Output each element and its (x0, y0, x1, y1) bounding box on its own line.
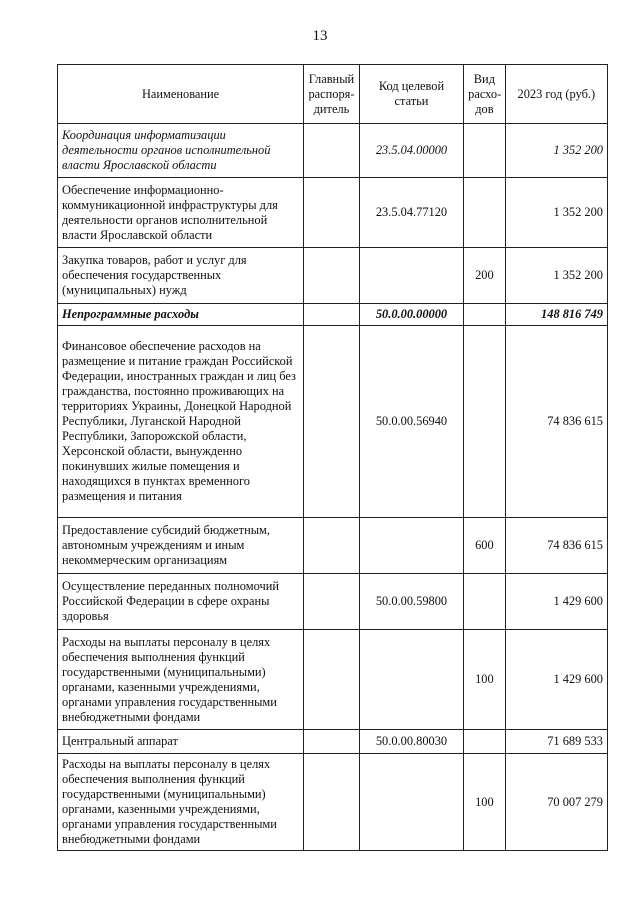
row-name: Центральный аппарат (58, 730, 304, 754)
row-admin (304, 178, 360, 248)
header-kind: Вид расхо-дов (464, 65, 506, 124)
table-row (58, 630, 608, 730)
row-name: Обеспечение информационно-коммуникационной инфраструктуры для деятельности органов исполнительной власти Ярославской области (58, 178, 304, 248)
row-admin (304, 630, 360, 730)
table-row (58, 730, 608, 754)
row-amount: 1 429 600 (505, 574, 607, 630)
row-admin (304, 124, 360, 178)
row-amount: 70 007 279 (505, 754, 607, 851)
row-amount: 1 352 200 (505, 248, 607, 304)
row-admin (304, 304, 360, 326)
row-kind (464, 326, 506, 518)
row-kind: 100 (464, 630, 506, 730)
row-admin (304, 574, 360, 630)
table-row (58, 178, 608, 248)
row-kind: 100 (464, 754, 506, 851)
row-code: 23.5.04.77120 (359, 178, 463, 248)
row-code (359, 630, 463, 730)
row-kind (464, 304, 506, 326)
table-row (58, 124, 608, 178)
row-kind: 200 (464, 248, 506, 304)
row-code: 50.0.00.00000 (359, 304, 463, 326)
row-kind (464, 178, 506, 248)
row-amount: 74 836 615 (505, 326, 607, 518)
row-code: 50.0.00.56940 (359, 326, 463, 518)
header-code: Код целевой статьи (359, 65, 463, 124)
page-number: 13 (312, 28, 328, 44)
row-kind (464, 574, 506, 630)
row-amount: 71 689 533 (505, 730, 607, 754)
row-name: Непрограммные расходы (58, 304, 304, 326)
row-amount: 1 352 200 (505, 178, 607, 248)
row-amount: 74 836 615 (505, 518, 607, 574)
table-row (58, 304, 608, 326)
row-name: Координация информатизации деятельности органов исполнительной власти Ярославской области (58, 124, 304, 178)
row-code (359, 754, 463, 851)
budget-table (57, 64, 608, 851)
table-header-row (58, 65, 608, 124)
row-name: Закупка товаров, работ и услуг для обеспечения государственных (муниципальных) нужд (58, 248, 304, 304)
table-row (58, 754, 608, 851)
row-admin (304, 248, 360, 304)
row-kind (464, 730, 506, 754)
row-name: Расходы на выплаты персоналу в целях обеспечения выполнения функций государственными (муниципальными) органами, казенными учреждениями, органами управления государственными внебюджетными фондами (58, 754, 304, 851)
row-admin (304, 518, 360, 574)
row-admin (304, 326, 360, 518)
row-kind: 600 (464, 518, 506, 574)
row-code (359, 518, 463, 574)
header-admin: Главный распоря-дитель (304, 65, 360, 124)
row-name: Финансовое обеспечение расходов на размещение и питание граждан Российской Федерации, иностранных граждан и лиц без гражданства, постоянно проживающих на территориях Украины, Донецкой Народной Республики, Луганской Народной Республики, Запорожской области, Херсонской области, вынужденно покинувших жилые помещения и находящихся в пунктах временного размещения и питания (58, 326, 304, 518)
row-name: Осуществление переданных полномочий Российской Федерации в сфере охраны здоровья (58, 574, 304, 630)
row-amount: 1 429 600 (505, 630, 607, 730)
row-amount: 148 816 749 (505, 304, 607, 326)
row-code: 23.5.04.00000 (359, 124, 463, 178)
table-row (58, 574, 608, 630)
row-code (359, 248, 463, 304)
table-row (58, 518, 608, 574)
row-name: Предоставление субсидий бюджетным, автономным учреждениям и иным некоммерческим организациям (58, 518, 304, 574)
row-admin (304, 730, 360, 754)
row-kind (464, 124, 506, 178)
table-row (58, 326, 608, 518)
row-code: 50.0.00.80030 (359, 730, 463, 754)
row-admin (304, 754, 360, 851)
header-name: Наименование (58, 65, 304, 124)
row-name: Расходы на выплаты персоналу в целях обеспечения выполнения функций государственными (муниципальными) органами, казенными учреждениями, органами управления государственными внебюджетными фондами (58, 630, 304, 730)
table-row (58, 248, 608, 304)
header-amount: 2023 год (руб.) (505, 65, 607, 124)
row-code: 50.0.00.59800 (359, 574, 463, 630)
row-amount: 1 352 200 (505, 124, 607, 178)
